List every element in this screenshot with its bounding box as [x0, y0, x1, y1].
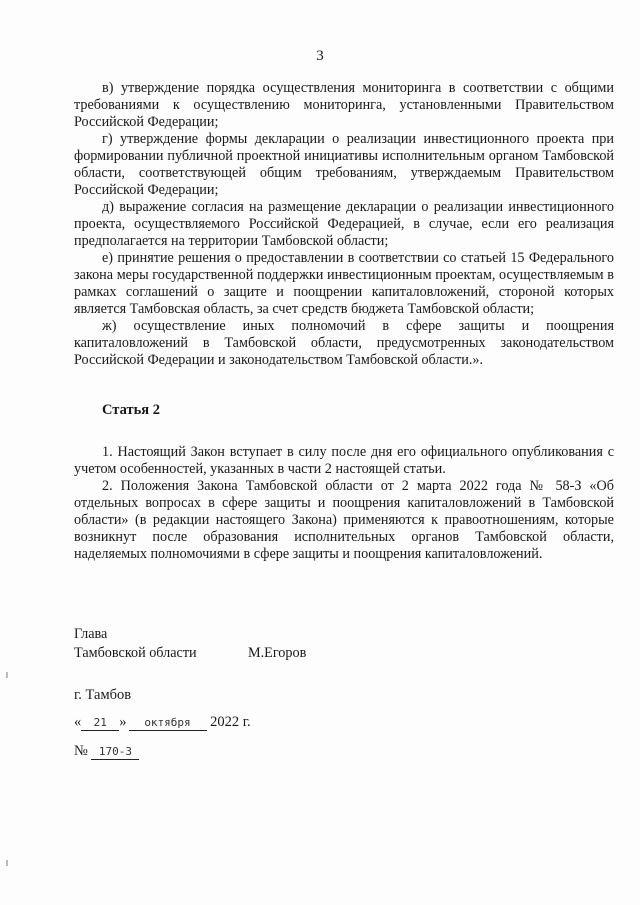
article-paragraph-1: 1. Настоящий Закон вступает в силу после дня его официального опубликования с учетом особенностей, указанных в части 2 настоящей статьи.	[74, 444, 614, 477]
date-month: октября	[129, 716, 207, 731]
date-open-quote: «	[74, 714, 82, 730]
article-paragraph-2: 2. Положения Закона Тамбовской области от 2 марта 2022 года № 58-З «Об отдельных вопросах в сфере защиты и поощрения капиталовложений в Тамбовской области» (в редакции настоящего Закона) применяются к правоотношениям, которые возникнут после образования исполнительных органов Тамбовской области, наделяемых полномочиями в сфере защиты и поощрения капиталовложений.	[74, 478, 614, 562]
paragraph-g: г) утверждение формы декларации о реализации инвестиционного проекта при формировании публичной проектной инициативы исполнительным органом Тамбовской области, соответствующей общим требованиям, утверждаемым Правительством Российской Федерации;	[74, 131, 614, 198]
number-prefix: №	[74, 743, 88, 759]
page-number: 3	[316, 48, 324, 64]
paragraph-zh: ж) осуществление иных полномочий в сфере защиты и поощрения капиталовложений в Тамбовской области, предусмотренных законодательством Российской Федерации и законодательством Тамбовской области.».	[74, 318, 614, 368]
article-heading: Статья 2	[102, 402, 160, 418]
paragraph-d: д) выражение согласия на размещение декларации о реализации инвестиционного проекта, осуществляемого Российской Федерацией, в случае, если его реализация предполагается на территории Тамбовской области;	[74, 199, 614, 249]
city-line: г. Тамбов	[74, 687, 132, 703]
date-year: 2022 г.	[210, 714, 251, 730]
date-day: 21	[81, 716, 119, 731]
date-line	[74, 714, 251, 731]
law-number-line	[74, 743, 139, 760]
scan-margin-mark	[6, 860, 8, 866]
signatory-title-line2: Тамбовской области	[74, 645, 197, 661]
date-close-quote: »	[119, 714, 127, 730]
signatory-name: М.Егоров	[248, 645, 307, 661]
scan-margin-mark	[6, 672, 8, 678]
paragraph-e: е) принятие решения о предоставлении в соответствии со статьей 15 Федерального закона меры государственной поддержки инвестиционным проектам, осуществляемым в рамках соглашений о защите и поощрении капиталовложений, стороной которых является Тамбовская область, за счет средств бюджета Тамбовской области;	[74, 250, 614, 317]
document-body	[74, 80, 614, 563]
signatory-title-line1: Глава	[74, 626, 108, 642]
paragraph-v: в) утверждение порядка осуществления мониторинга в соответствии с общими требованиями к осуществлению мониторинга, установленными Правительством Российской Федерации;	[74, 80, 614, 130]
law-number: 170-З	[91, 745, 139, 760]
signature-block	[74, 625, 307, 663]
